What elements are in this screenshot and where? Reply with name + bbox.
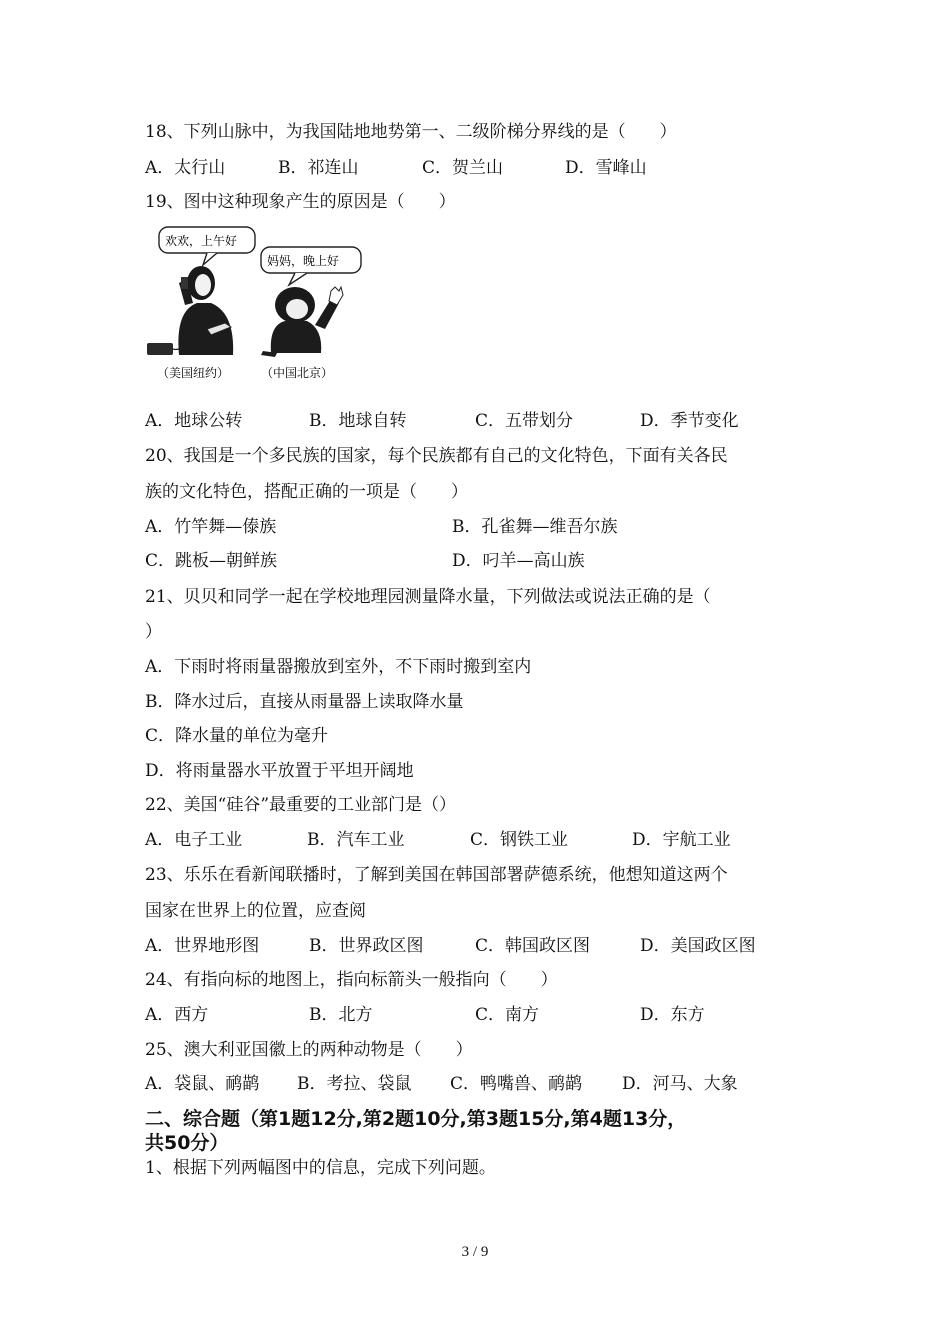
q19-stem: 19、图中这种现象产生的原因是（ ） — [145, 192, 456, 212]
q22-option-d: D．宇航工业 — [632, 830, 731, 850]
q20-stem-line2: 族的文化特色，搭配正确的一项是（ ） — [145, 482, 468, 502]
q20-option-d: D．叼羊—高山族 — [452, 551, 585, 571]
q21-option-a: A．下雨时将雨量器搬放到室外，不下雨时搬到室内 — [145, 657, 532, 677]
q19-option-c: C．五带划分 — [475, 411, 574, 431]
q20-option-b: B．孔雀舞—维吾尔族 — [452, 517, 618, 537]
q21-stem-line1: 21、贝贝和同学一起在学校地理园测量降水量，下列做法或说法正确的是（ — [145, 587, 711, 607]
q22-option-c: C．钢铁工业 — [470, 830, 569, 850]
q18-option-c: C．贺兰山 — [422, 158, 504, 178]
day-night-illustration — [145, 225, 365, 385]
q19-option-b: B．地球自转 — [309, 411, 407, 431]
q21-stem-line2: ） — [145, 622, 162, 642]
caption-left: （美国纽约） — [157, 366, 230, 380]
q22-stem: 22、美国“硅谷”最重要的工业部门是（） — [145, 795, 457, 815]
caption-right: （中国北京） — [261, 366, 334, 380]
q21-option-d: D．将雨量器水平放置于平坦开阔地 — [145, 761, 414, 781]
q24-option-d: D．东方 — [640, 1005, 705, 1025]
speech-bubble-left-tail — [203, 253, 217, 265]
page-number: 3 / 9 — [461, 1244, 489, 1260]
q25-stem: 25、澳大利亚国徽上的两种动物是（ ） — [145, 1040, 473, 1060]
q23-option-d: D．美国政区图 — [640, 936, 756, 956]
section2-q1-stem: 1、根据下列两幅图中的信息，完成下列问题。 — [145, 1158, 496, 1178]
q21-option-b: B．降水过后，直接从雨量器上读取降水量 — [145, 692, 464, 712]
q20-option-c: C．跳板—朝鲜族 — [145, 551, 278, 571]
q19-option-a: A．地球公转 — [145, 411, 243, 431]
child-figure — [261, 287, 343, 357]
q25-option-c: C．鸭嘴兽、鸸鹋 — [450, 1074, 583, 1094]
q21-option-c: C．降水量的单位为毫升 — [145, 726, 329, 746]
woman-figure — [147, 266, 233, 355]
q19-option-d: D．季节变化 — [640, 411, 739, 431]
q20-option-a: A．竹竿舞—傣族 — [145, 517, 277, 537]
q20-stem-line1: 20、我国是一个多民族的国家，每个民族都有自己的文化特色，下面有关各民 — [145, 446, 728, 466]
q24-option-a: A．西方 — [145, 1005, 209, 1025]
q18-option-a: A．太行山 — [145, 158, 226, 178]
section2-heading-line2: 共50分） — [145, 1132, 229, 1154]
q24-option-c: C．南方 — [475, 1005, 540, 1025]
speech-bubble-left-text: 欢欢，上午好 — [165, 234, 238, 248]
q18-option-d: D．雪峰山 — [565, 158, 647, 178]
q19-figure — [145, 225, 365, 385]
q24-stem: 24、有指向标的地图上，指向标箭头一般指向（ ） — [145, 970, 558, 990]
q24-option-b: B．北方 — [309, 1005, 373, 1025]
speech-bubble-right-text: 妈妈，晚上好 — [267, 254, 340, 268]
q23-option-c: C．韩国政区图 — [475, 936, 591, 956]
q23-stem-line1: 23、乐乐在看新闻联播时，了解到美国在韩国部署萨德系统，他想知道这两个 — [145, 865, 728, 885]
q23-stem-line2: 国家在世界上的位置，应查阅 — [145, 901, 366, 921]
q25-option-a: A．袋鼠、鸸鹋 — [145, 1074, 260, 1094]
q22-option-b: B．汽车工业 — [307, 830, 405, 850]
q25-option-b: B．考拉、袋鼠 — [297, 1074, 412, 1094]
q18-stem: 18、下列山脉中，为我国陆地地势第一、二级阶梯分界线的是（ ） — [145, 122, 677, 142]
q22-option-a: A．电子工业 — [145, 830, 243, 850]
section2-heading-line1: 二、综合题（第1题12分,第2题10分,第3题15分,第4题13分， — [145, 1108, 687, 1130]
speech-bubble-right-tail — [289, 273, 307, 285]
q25-option-d: D．河马、大象 — [622, 1074, 738, 1094]
q23-option-a: A．世界地形图 — [145, 936, 260, 956]
q18-option-b: B．祁连山 — [278, 158, 359, 178]
q23-option-b: B．世界政区图 — [309, 936, 424, 956]
